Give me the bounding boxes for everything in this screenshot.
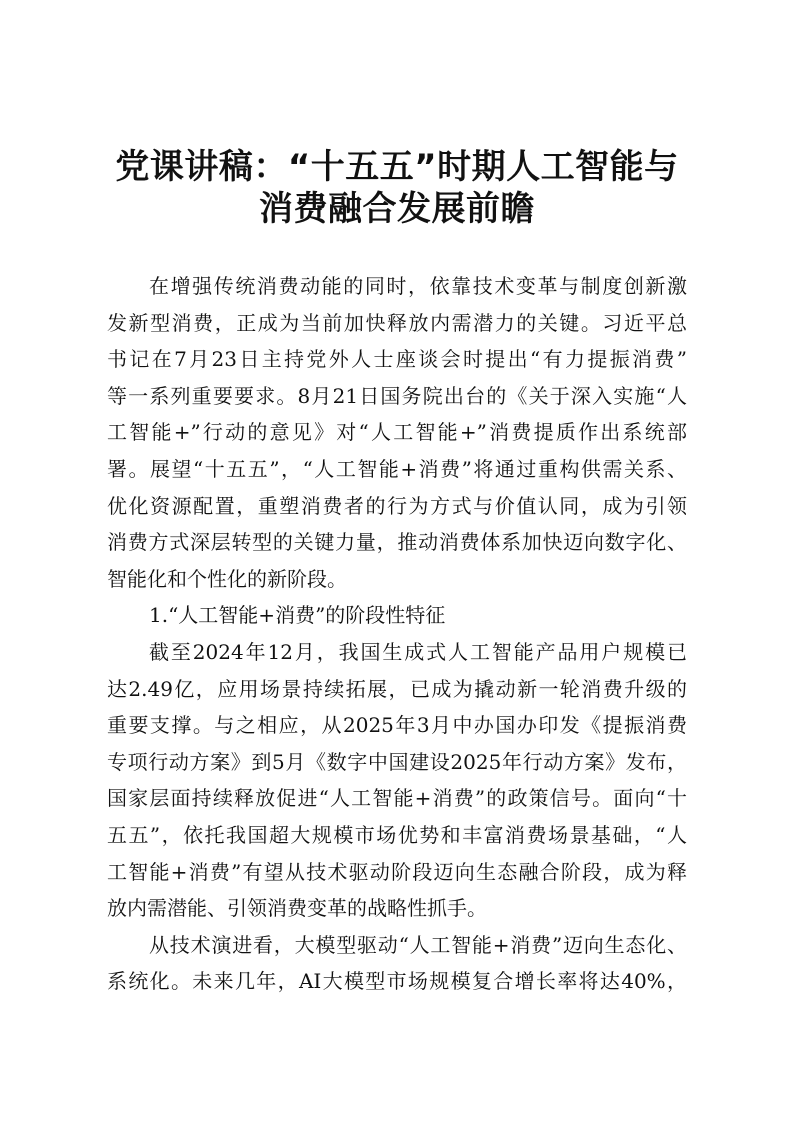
text-line: 从技术演进看，大模型驱动“人工智能+消费”迈向生态化、	[149, 932, 687, 957]
text-line: 重要支撑。与之相应，从2025年3月中办国办印发《提振消费	[107, 713, 687, 738]
text-line: 工智能+”行动的意见》对“人工智能+”消费提质作出系统部	[107, 420, 687, 445]
paragraph-tech-evolution	[107, 927, 687, 1000]
text-line: 智能化和个性化的新阶段。	[107, 566, 347, 591]
text-line: 截至2024年12月，我国生成式人工智能产品用户规模已	[149, 639, 687, 664]
text-line: 达2.49亿，应用场景持续拓展，已成为撬动新一轮消费升级的	[107, 676, 687, 701]
text-line: 书记在7月23日主持党外人士座谈会时提出“有力提振消费”	[107, 347, 687, 372]
title-line-1: 党课讲稿：“十五五”时期人工智能与	[115, 147, 679, 187]
document-body	[107, 268, 687, 1000]
text-line: 署。展望“十五五”，“人工智能+消费”将通过重构供需关系、	[107, 456, 687, 481]
text-line: 消费方式深层转型的关键力量，推动消费体系加快迈向数字化、	[107, 530, 687, 555]
text-line: 国家层面持续释放促进“人工智能+消费”的政策信号。面向“十	[107, 786, 687, 811]
paragraph-stage-features	[107, 634, 687, 927]
text-line: 五五”，依托我国超大规模市场优势和丰富消费场景基础，“人	[107, 822, 687, 847]
text-line: 优化资源配置，重塑消费者的行为方式与价值认同，成为引领	[107, 493, 687, 518]
section-heading-text: 1.“人工智能+消费”的阶段性特征	[149, 603, 446, 628]
text-line: 发新型消费，正成为当前加快释放内需潜力的关键。习近平总	[107, 310, 687, 335]
text-line: 在增强传统消费动能的同时，依靠技术变革与制度创新激	[149, 274, 687, 298]
text-line: 专项行动方案》到5月《数字中国建设2025年行动方案》发布，	[107, 749, 687, 774]
text-line: 工智能+消费”有望从技术驱动阶段迈向生态融合阶段，成为释	[107, 859, 687, 884]
title-line-2: 消费融合发展前瞻	[259, 189, 535, 229]
document-title	[100, 146, 694, 230]
paragraph-intro	[107, 268, 687, 597]
section-heading	[107, 597, 687, 634]
text-line: 等一系列重要要求。8月21日国务院出台的《关于深入实施“人	[107, 383, 687, 408]
text-line: 系统化。未来几年，AI大模型市场规模复合增长率将达40%，	[107, 969, 687, 994]
text-line: 放内需潜能、引领消费变革的战略性抓手。	[107, 896, 487, 921]
